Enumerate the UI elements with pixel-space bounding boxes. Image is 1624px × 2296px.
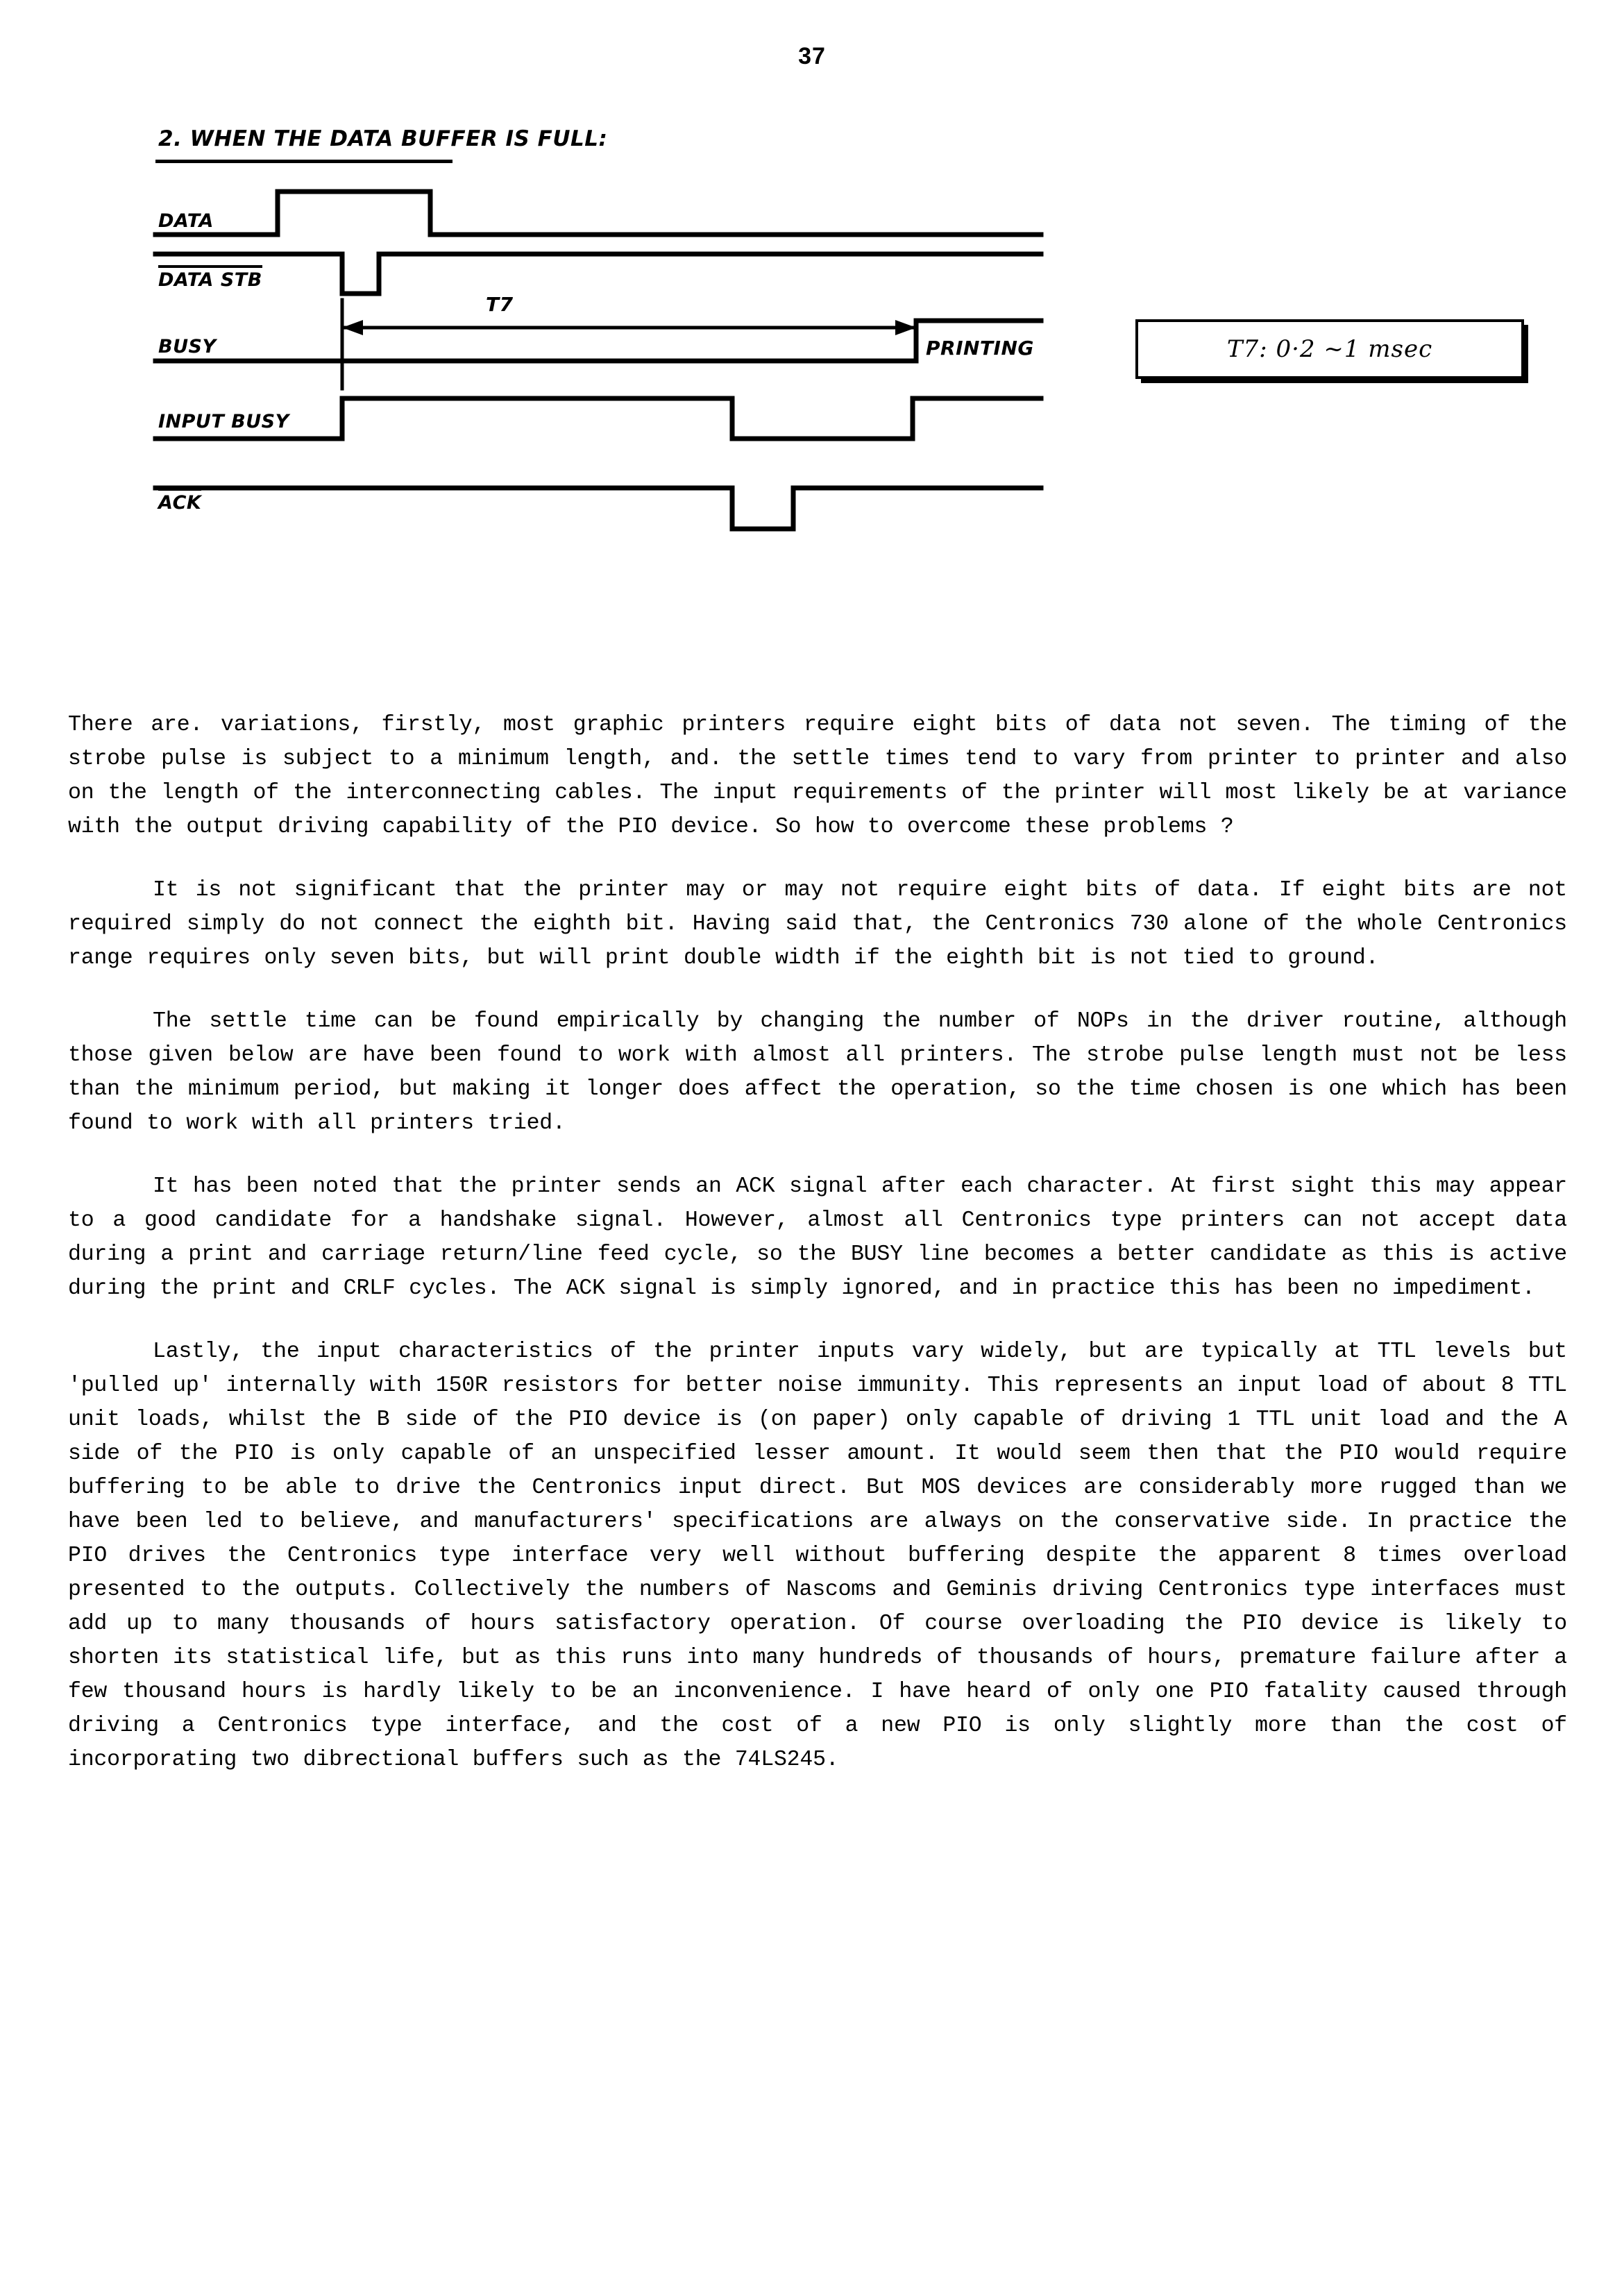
spec-note-text: T7: 0·2 ~1 msec: [1226, 335, 1433, 363]
signal-label-busy-text: BUSY: [158, 336, 217, 357]
signal-label-data-text: DATA: [158, 210, 214, 232]
waveform-input-busy: [155, 398, 1041, 439]
t7-arrowhead-right: [895, 320, 916, 335]
paragraph-1: There are. variations, firstly, most graphic printers require eight bits of data not seven. The timing of the strobe pulse is subject to a minimum length, and. the settle times tend to vary from printer to printer and also on the length of the interconnecting cables. The input requirements of the printer will most likely be at variance with the output driving capability of the PIO device. So how to overcome these problems ?: [68, 713, 1567, 839]
waveform-data: [155, 192, 1041, 235]
paragraph-4: It has been noted that the printer sends an ACK signal after each character. At first sight this may appear to a good candidate for a handshake signal. However, almost all Centronics type printers can not accept data during a print and carriage return/line feed cycle, so the BUSY line becomes a better candidate as this is active during the print and CRLF cycles. The ACK signal is simply ignored, and in practice this has been no impediment.: [68, 1174, 1567, 1301]
signal-label-ack-text: ACK: [158, 488, 201, 514]
waveform-ack: [155, 488, 1041, 529]
figure-heading: 2. WHEN THE DATA BUFFER IS FULL:: [158, 126, 608, 151]
t7-arrowhead-left: [342, 320, 363, 335]
duration-label-t7: T7: [486, 293, 514, 316]
signal-label-data-stb-text: DATA STB: [158, 265, 262, 291]
body-text: [68, 708, 1567, 1777]
paragraph-3: The settle time can be found empirically by changing the number of NOPs in the driver routine, although those given below are have been found to work with almost all printers. The strobe pulse length must not be less than the minimum period, but making it longer does affect the operation, so the time chosen is one which has been found to work with all printers tried.: [68, 1009, 1567, 1136]
waveform-traces: [0, 118, 1624, 694]
paragraph-2: It is not significant that the printer may or may not require eight bits of data. If eight bits are not required simply do not connect the eighth bit. Having said that, the Centronics 730 alone of the whole Centronics range requires only seven bits, but will print double width if the eighth bit is not tied to ground.: [68, 878, 1567, 970]
timing-diagram-figure: [0, 118, 1624, 694]
page-number: 37: [798, 43, 826, 69]
paragraph-5: Lastly, the input characteristics of the printer inputs vary widely, but are typically at TTL levels but 'pulled up' internally with 150R resistors for better noise immunity. This represents an input load of about 8 TTL unit loads, whilst the B side of the PIO device is (on paper) only capable of driving 1 TTL unit load and the A side of the PIO is only capable of an unspecified lesser amount. It would seem then that the PIO would require buffering to be able to drive the Centronics input direct. But MOS devices are considerably more rugged than we have been led to believe, and manufacturers' specifications are always on the conservative side. In practice the PIO drives the Centronics type interface very well without buffering despite the apparent 8 times overload presented to the outputs. Collectively the numbers of Nascoms and Geminis driving Centronics type interfaces must add up to many thousands of hours satisfactory operation. Of course overloading the PIO device is likely to shorten its statistical life, but as this runs into many hundreds of thousands of hours, premature failure after a few thousand hours is hardly likely to be an inconvenience. I have heard of only one PIO fatality caused through driving a Centronics type interface, and the cost of a new PIO is only slightly more than the cost of incorporating two dibrectional buffers such as the 74LS245.: [68, 1340, 1567, 1772]
signal-label-input-busy-text: INPUT BUSY: [158, 411, 289, 432]
waveform-data-stb: [155, 254, 1041, 294]
state-label-printing: PRINTING: [926, 337, 1034, 360]
